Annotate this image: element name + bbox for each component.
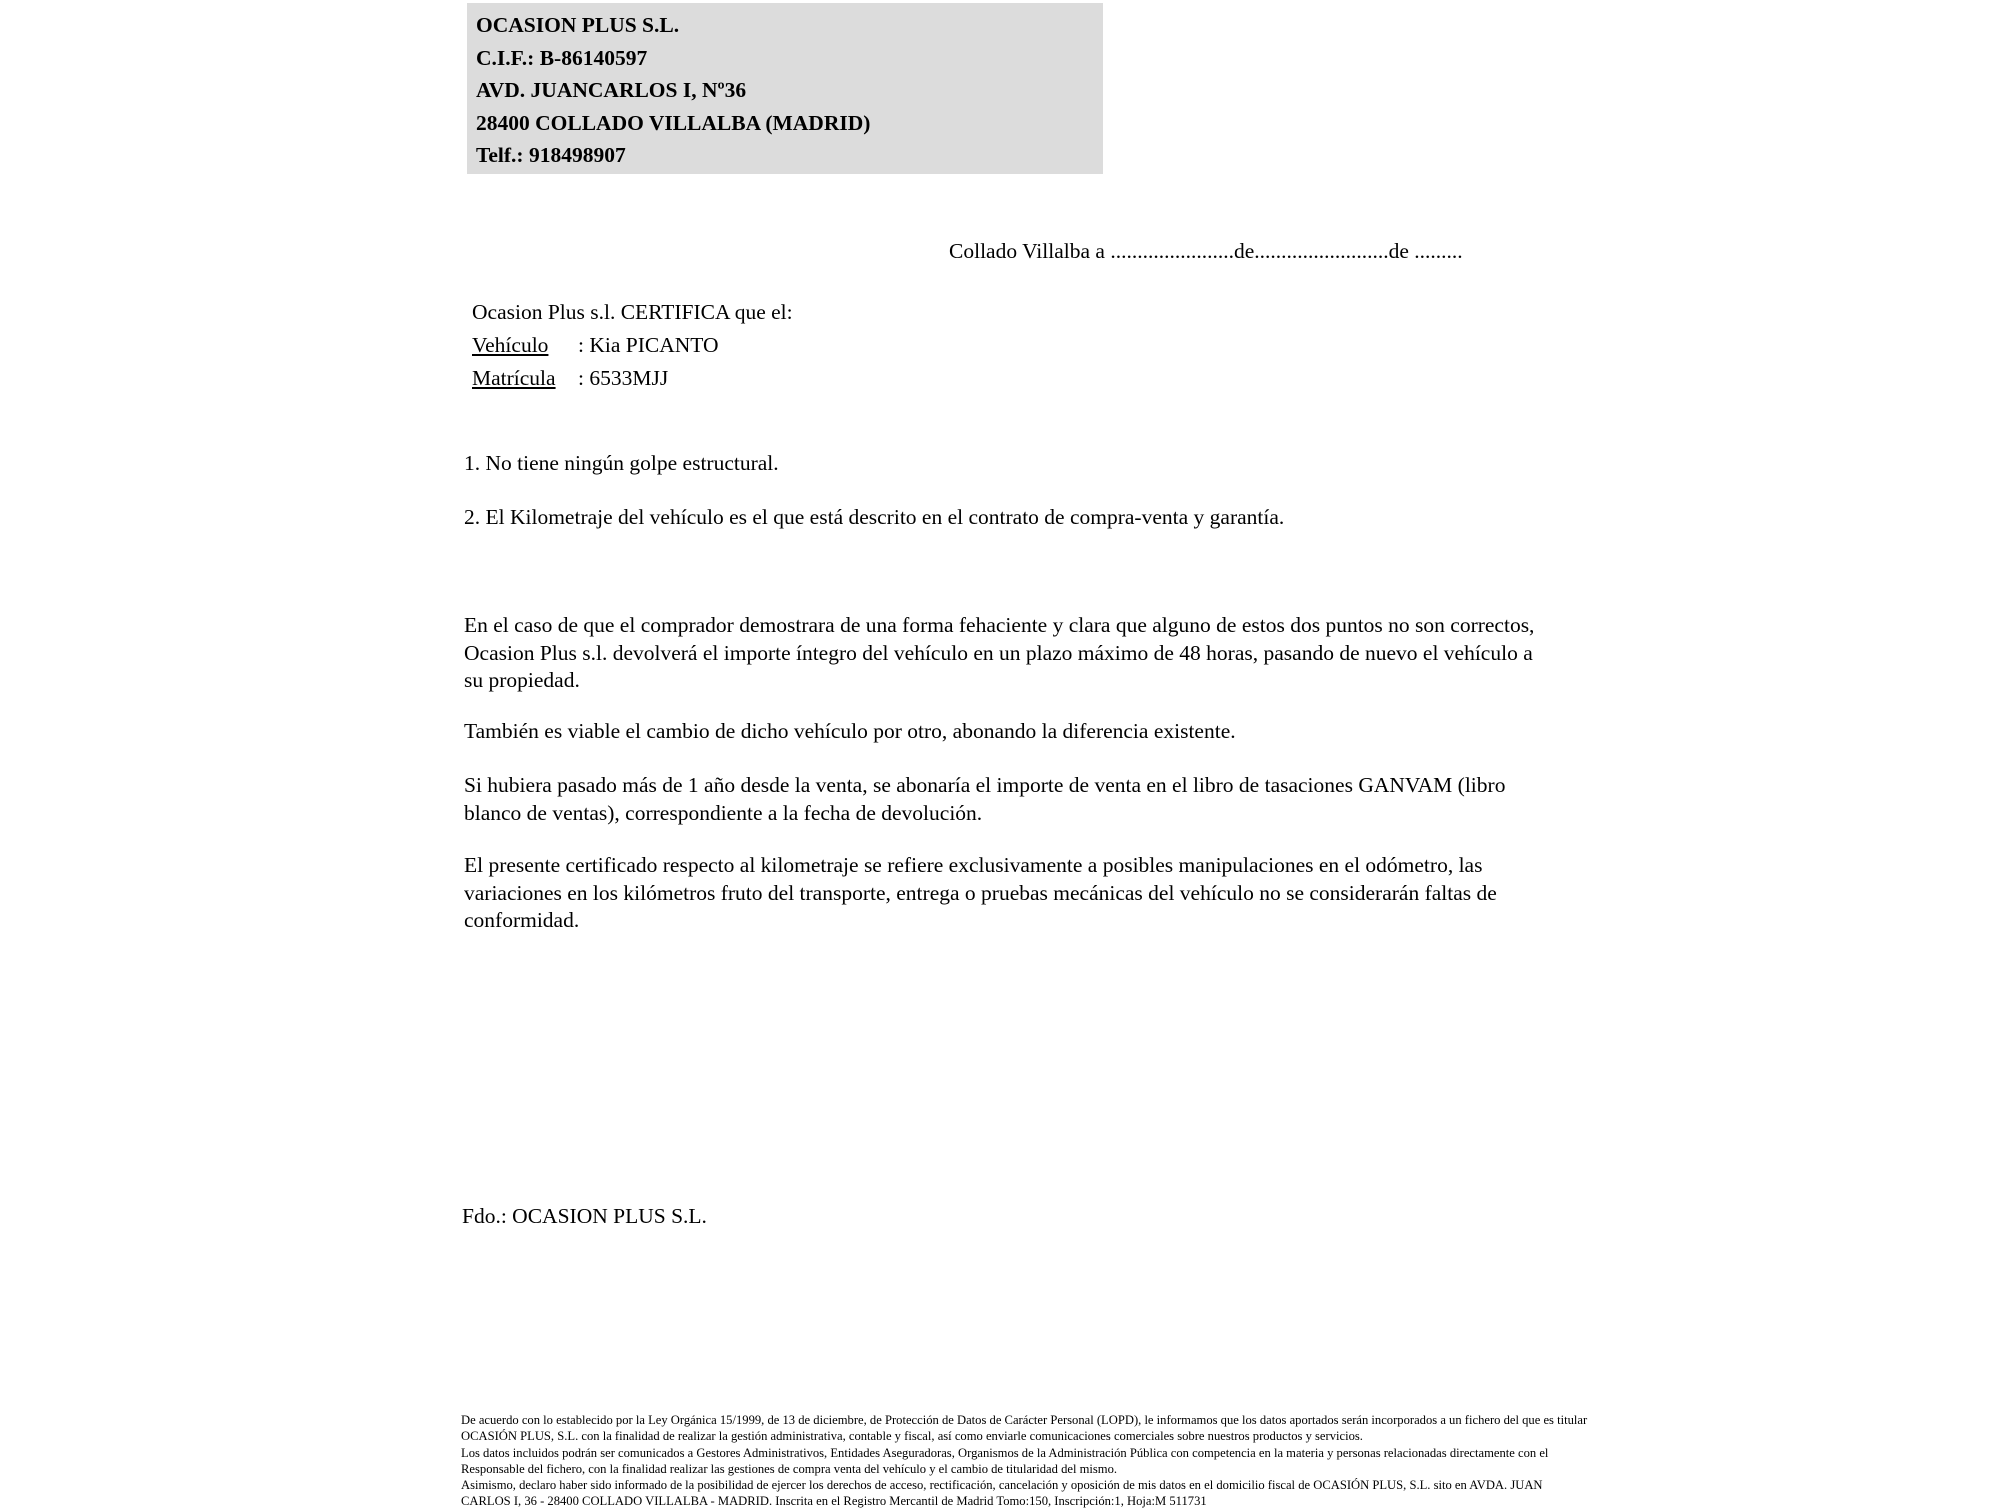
legal-footer-line: Asimismo, declaro haber sido informado de la posibilidad de ejercer los derechos de acceso, rectificación, cancelación y oposición de mis datos en el domicilio fiscal de OCASIÓN PLUS, S.L. sito en AVDA. JUAN [461,1478,1543,1493]
plate-value: : 6533MJJ [578,366,669,391]
company-cif-line: C.I.F.: B-86140597 [476,45,648,70]
plate-field [472,362,793,395]
certified-point-2: 2. El Kilometraje del vehículo es el que está descrito en el contrato de compra-venta y garantía. [464,505,1285,529]
legal-footer-line: OCASIÓN PLUS, S.L. con la finalidad de realizar la gestión administrativa, contable y fiscal, así como enviarle comunicaciones comerciales sobre nuestros productos y servicios. [461,1429,1363,1444]
vehicle-value: : Kia PICANTO [578,333,719,358]
ganvam-clause-paragraph: Si hubiera pasado más de 1 año desde la venta, se abonaría el importe de venta en el libro de tasaciones GANVAM (libro blanco de ventas), correspondiente a la fecha de devolución. [464,773,1506,825]
company-name-line: OCASION PLUS S.L. [476,13,680,37]
certified-point-1: 1. No tiene ningún golpe estructural. [464,451,779,475]
company-address-line: AVD. JUANCARLOS I, Nº36 [476,78,747,103]
company-phone-line: Telf.: 918498907 [476,143,626,168]
odometer-clause-paragraph: El presente certificado respecto al kilometraje se refiere exclusivamente a posibles manipulaciones en el odómetro, las variaciones en los kilómetros fruto del transporte, entrega o pruebas mecánicas del vehículo no se considerarán faltas de conformidad. [464,853,1497,933]
certification-intro: Ocasion Plus s.l. CERTIFICA que el: [472,300,793,324]
vehicle-field [472,329,793,362]
vehicle-label: Vehículo [472,333,549,358]
legal-footer-line: Responsable del fichero, con la finalidad realizar las gestiones de compra venta del vehículo y el cambio de titularidad del mismo. [461,1461,1118,1476]
company-city-line: 28400 COLLADO VILLALBA (MADRID) [476,110,871,135]
exchange-clause-paragraph: También es viable el cambio de dicho vehículo por otro, abonando la diferencia existente. [464,719,1236,743]
legal-footer-line: De acuerdo con lo establecido por la Ley Orgánica 15/1999, de 13 de diciembre, de Protección de Datos de Carácter Personal (LOPD), le informamos que los datos aportados serán incorporados a un fichero del que es titular [461,1413,1588,1427]
legal-footer-block [461,1412,1587,1510]
date-fill-in-line: Collado Villalba a .......................de.........................de ......... [949,239,1463,263]
legal-footer-line: Los datos incluidos podrán ser comunicados a Gestores Administrativos, Entidades Aseguradoras, Organismos de la Administración Pública con competencia en la materia y personas relacionadas directamente con el [461,1445,1549,1460]
plate-label: Matrícula [472,366,556,391]
certification-block [472,296,793,396]
legal-footer-line: CARLOS I, 36 - 28400 COLLADO VILLALBA - MADRID. Inscrita en el Registro Mercantil de Madrid Tomo:150, Inscripción:1, Hoja:M 511731 [461,1494,1207,1509]
refund-clause-paragraph: En el caso de que el comprador demostrara de una forma fehaciente y clara que alguno de estos dos puntos no son correctos, Ocasion Plus s.l. devolverá el importe íntegro del vehículo en un plazo máximo de 48 horas, pasando de nuevo el vehículo a su propiedad. [464,613,1535,693]
signature-line: Fdo.: OCASION PLUS S.L. [462,1204,707,1228]
company-header-block [467,3,1103,174]
